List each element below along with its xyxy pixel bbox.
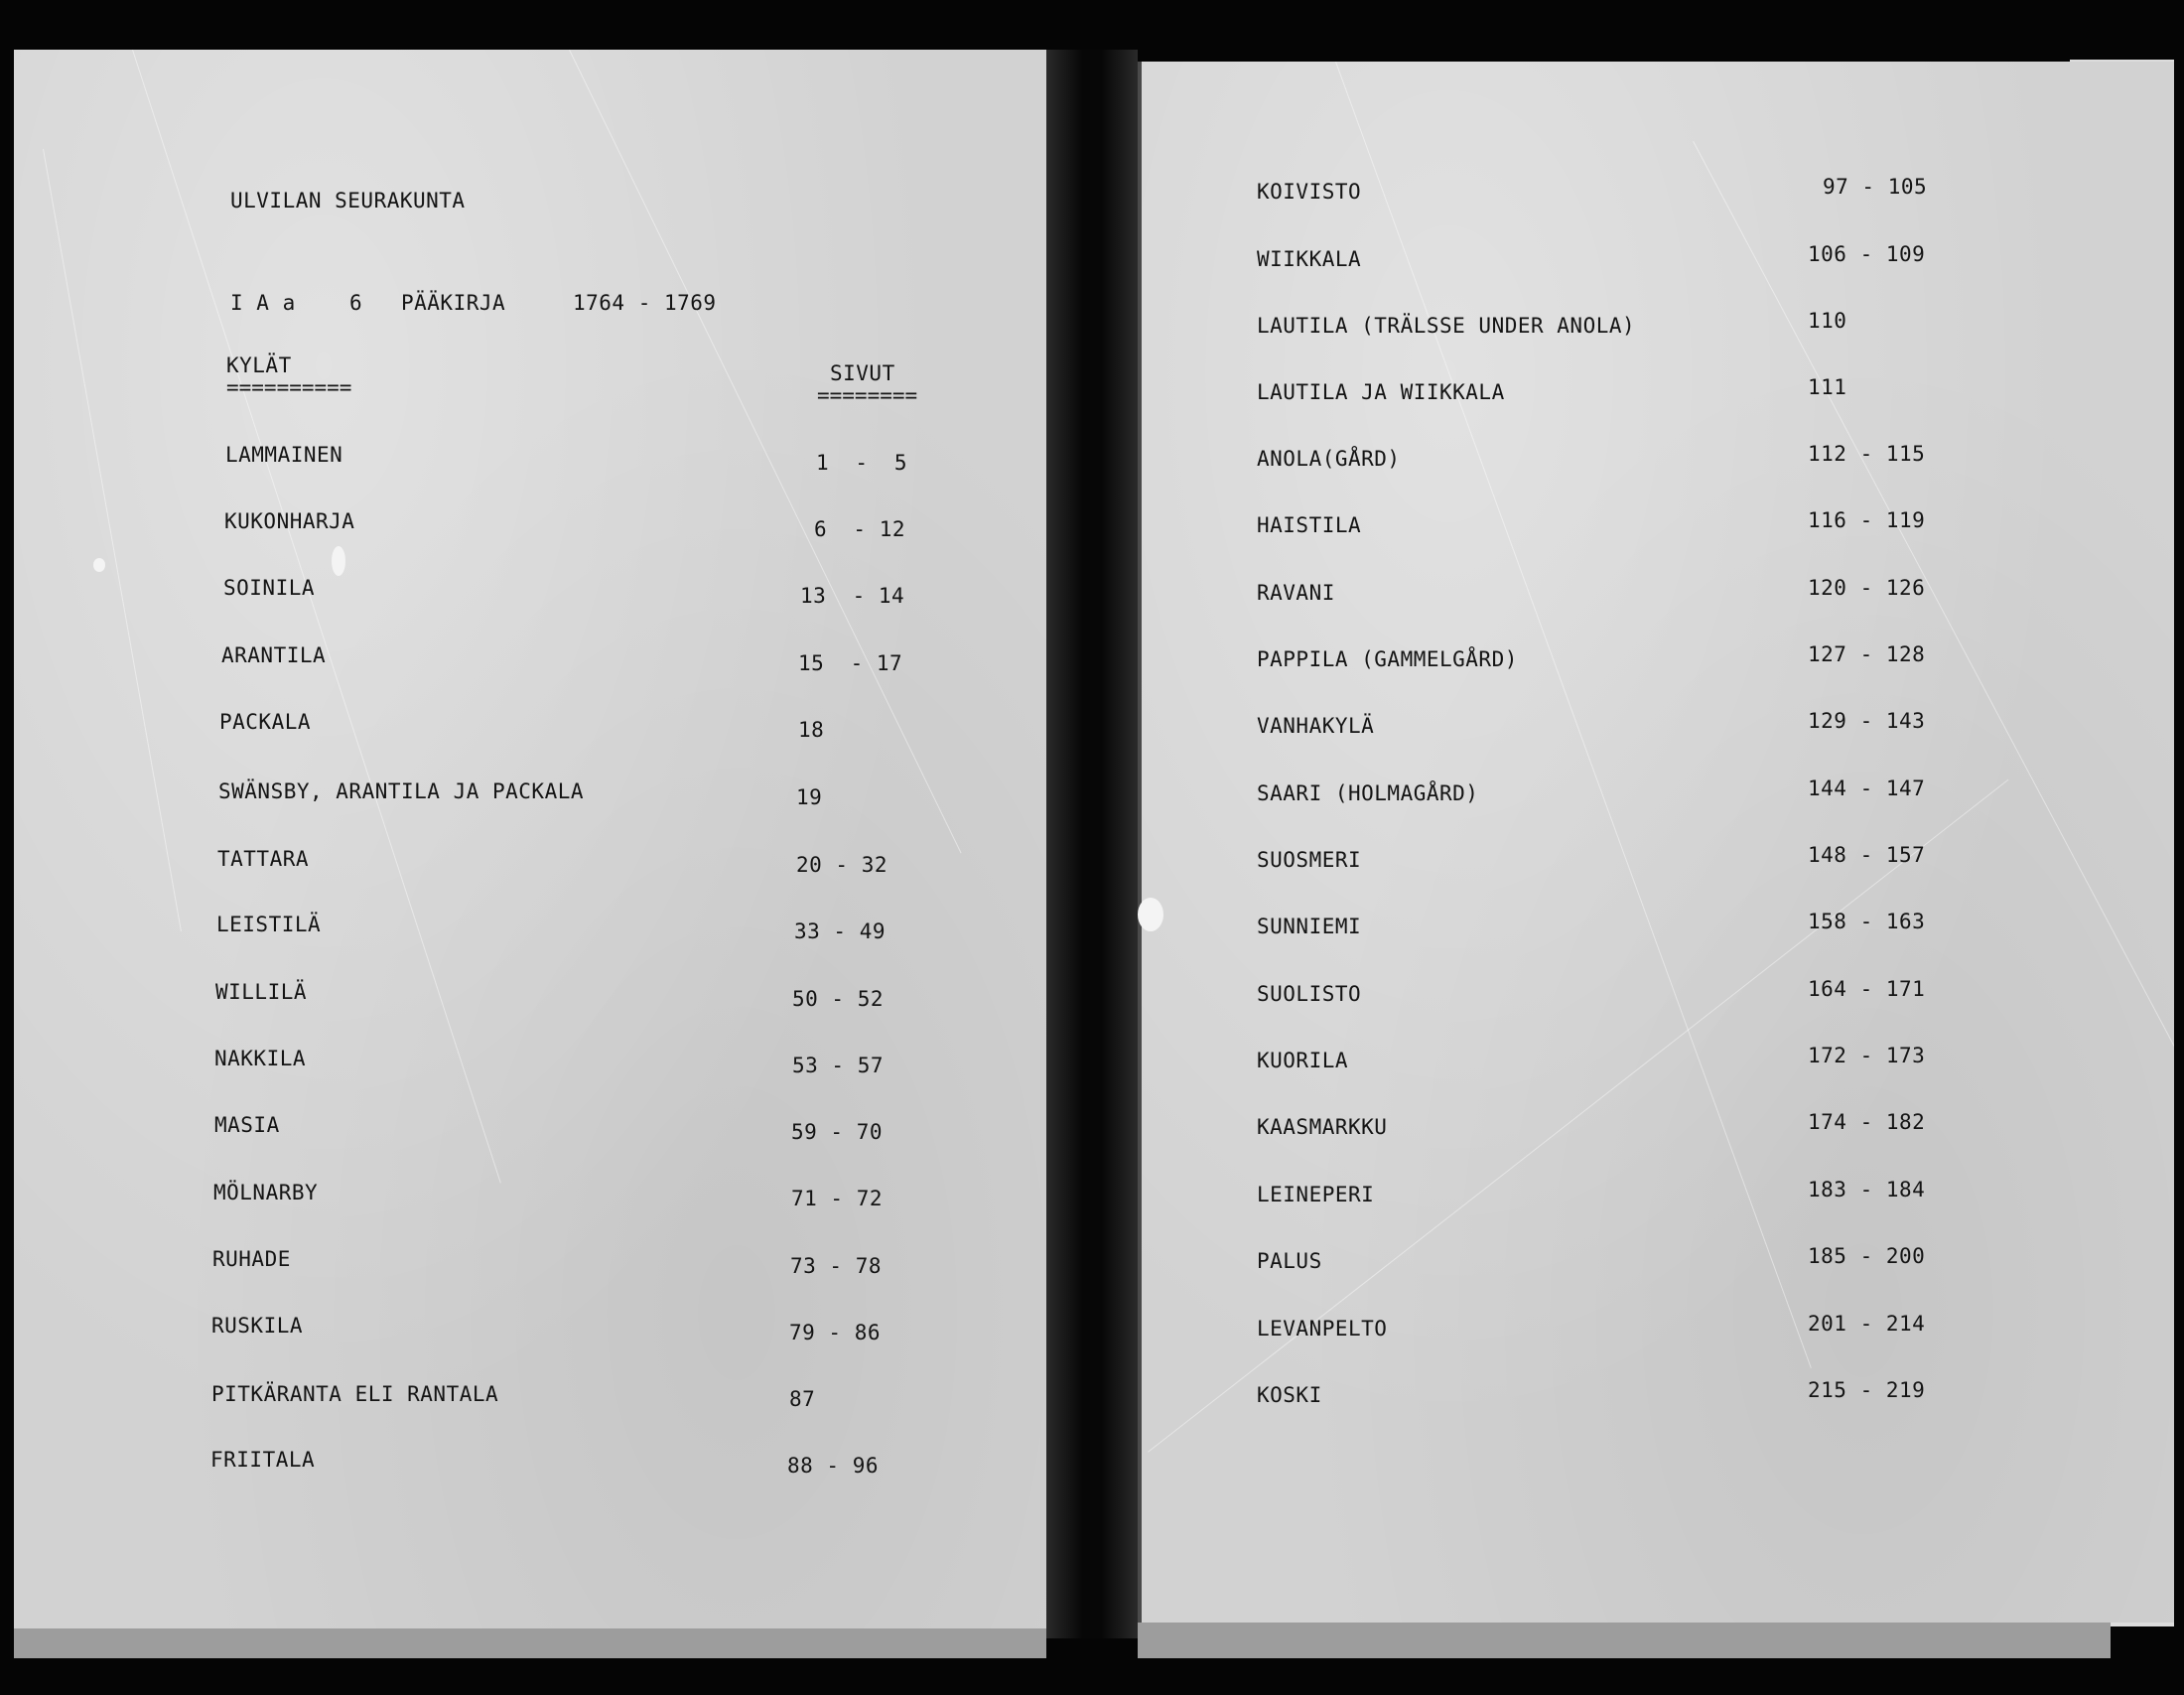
list-item-village: SWÄNSBY, ARANTILA JA PACKALA	[218, 779, 585, 803]
left-page-bottom-edge	[14, 1628, 1046, 1658]
list-item-pages: 50 - 52	[792, 987, 885, 1011]
parish-title: ULVILAN SEURAKUNTA	[230, 189, 466, 212]
film-scratch	[1335, 62, 1812, 1368]
list-item-village: NAKKILA	[214, 1047, 307, 1070]
list-item-pages: 172 - 173	[1808, 1044, 1926, 1067]
list-item-village: VANHAKYLÄ	[1257, 714, 1375, 738]
list-item-pages: 106 - 109	[1808, 242, 1926, 266]
film-scratch	[1693, 141, 2174, 1281]
list-item-village: LAUTILA (TRÄLSSE UNDER ANOLA)	[1257, 314, 1636, 338]
list-item-pages: 87	[789, 1387, 816, 1411]
list-item-village: SAARI (HOLMAGÅRD)	[1257, 781, 1479, 805]
list-item-pages: 201 - 214	[1808, 1312, 1926, 1336]
list-item-pages: 97 - 105	[1823, 175, 1928, 199]
list-item-pages: 53 - 57	[792, 1054, 885, 1077]
list-item-village: RAVANI	[1257, 581, 1335, 605]
list-item-village: SUOLISTO	[1257, 982, 1362, 1006]
film-spot	[93, 558, 105, 572]
list-item-village: KUORILA	[1257, 1049, 1349, 1072]
list-item-village: LAUTILA JA WIIKKALA	[1257, 380, 1505, 404]
list-item-village: PAPPILA (GAMMELGÅRD)	[1257, 647, 1518, 671]
list-item-pages: 144 - 147	[1808, 777, 1926, 800]
list-item-village: SUOSMERI	[1257, 848, 1362, 872]
list-item-village: ANOLA(GÅRD)	[1257, 447, 1401, 471]
list-item-village: WIIKKALA	[1257, 247, 1362, 271]
list-item-pages: 73 - 78	[790, 1254, 883, 1278]
left-page	[14, 50, 1046, 1628]
list-item-pages: 185 - 200	[1808, 1244, 1926, 1268]
list-item-pages: 116 - 119	[1808, 508, 1926, 532]
list-item-pages: 33 - 49	[794, 919, 887, 943]
list-item-pages: 1 - 5	[816, 451, 908, 475]
list-item-pages: 6 - 12	[814, 517, 906, 541]
list-item-pages: 111	[1808, 375, 1847, 399]
list-item-pages: 112 - 115	[1808, 442, 1926, 466]
list-item-village: RUSKILA	[211, 1314, 304, 1338]
list-item-pages: 164 - 171	[1808, 977, 1926, 1001]
list-item-pages: 129 - 143	[1808, 709, 1926, 733]
film-scratch	[132, 50, 501, 1184]
list-item-pages: 15 - 17	[798, 651, 903, 675]
list-item-pages: 20 - 32	[796, 853, 888, 877]
list-item-village: KOSKI	[1257, 1383, 1322, 1407]
list-item-village: RUHADE	[212, 1247, 291, 1271]
list-item-village: WILLILÄ	[215, 980, 308, 1004]
film-spot	[332, 546, 345, 576]
list-item-pages: 19	[796, 785, 823, 809]
binding-gutter	[1046, 50, 1138, 1638]
list-item-village: MASIA	[214, 1113, 280, 1137]
list-item-village: LAMMAINEN	[225, 443, 343, 467]
pages-header: SIVUT	[830, 361, 895, 385]
list-item-pages: 79 - 86	[789, 1321, 882, 1344]
page-fold-line	[1138, 62, 1142, 1623]
list-item-pages: 148 - 157	[1808, 843, 1926, 867]
film-spot	[1138, 898, 1163, 931]
list-item-pages: 215 - 219	[1808, 1378, 1926, 1402]
list-item-village: KUKONHARJA	[224, 509, 355, 533]
list-item-pages: 59 - 70	[791, 1120, 884, 1144]
list-item-pages: 18	[798, 718, 825, 742]
volume-code: I A a	[230, 291, 296, 315]
villages-header-underline: ==========	[226, 375, 352, 399]
list-item-village: KAASMARKKU	[1257, 1115, 1388, 1139]
list-item-village: FRIITALA	[210, 1448, 316, 1472]
list-item-pages: 13 - 14	[800, 584, 905, 608]
list-item-village: HAISTILA	[1257, 513, 1362, 537]
list-item-village: TATTARA	[217, 847, 310, 871]
pages-header-underline: ========	[817, 383, 918, 407]
volume-number: 6	[349, 291, 363, 315]
right-page-bottom-edge	[1138, 1623, 2111, 1658]
list-item-pages: 120 - 126	[1808, 576, 1926, 600]
film-scratch	[43, 149, 182, 931]
list-item-village: SUNNIEMI	[1257, 915, 1362, 938]
list-item-pages: 88 - 96	[787, 1454, 880, 1478]
list-item-village: PITKÄRANTA ELI RANTALA	[211, 1382, 499, 1406]
villages-header: KYLÄT	[226, 353, 292, 377]
volume-type: PÄÄKIRJA	[401, 291, 506, 315]
volume-years: 1764 - 1769	[573, 291, 717, 315]
list-item-village: MÖLNARBY	[213, 1181, 319, 1204]
list-item-pages: 127 - 128	[1808, 642, 1926, 666]
list-item-pages: 183 - 184	[1808, 1178, 1926, 1201]
list-item-village: PALUS	[1257, 1249, 1322, 1273]
list-item-village: LEISTILÄ	[216, 913, 322, 936]
list-item-village: ARANTILA	[221, 643, 327, 667]
list-item-village: LEINEPERI	[1257, 1183, 1375, 1206]
list-item-pages: 158 - 163	[1808, 910, 1926, 933]
list-item-village: SOINILA	[223, 576, 316, 600]
list-item-village: KOIVISTO	[1257, 180, 1362, 204]
list-item-village: LEVANPELTO	[1257, 1317, 1388, 1341]
list-item-village: PACKALA	[219, 710, 312, 734]
list-item-pages: 110	[1808, 309, 1847, 333]
list-item-pages: 71 - 72	[791, 1187, 884, 1210]
list-item-pages: 174 - 182	[1808, 1110, 1926, 1134]
